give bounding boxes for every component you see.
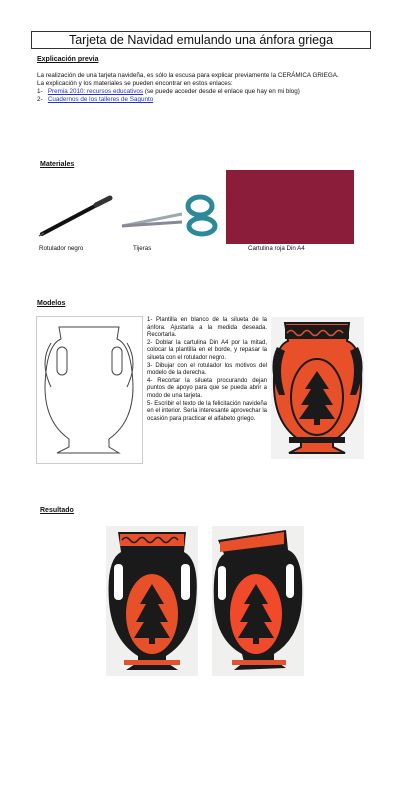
step-1: 1- Plantilla en blanco de la silueta de la ánfora. Ajustarla a la medida deseada. Recortarla. bbox=[147, 317, 267, 339]
intro-heading: Explicación previa bbox=[37, 56, 99, 63]
item-note: (se puede acceder desde el enlace que hay en mi blog) bbox=[144, 88, 300, 95]
link-cuadernos-sagunto[interactable]: Cuadernos de los talleres de Sagunto bbox=[47, 96, 154, 103]
item-number: 1- bbox=[37, 88, 43, 95]
link-premia-2010[interactable]: Premia 2010: recursos educativos bbox=[47, 88, 144, 95]
result-heading: Resultado bbox=[40, 507, 74, 514]
step-3: 3- Dibujar con el rotulador los motivos del modelo de la derecha. bbox=[147, 362, 267, 377]
material-label-cardstock: Cartulina roja Din A4 bbox=[248, 245, 305, 252]
material-label-scissors: Tijeras bbox=[133, 245, 152, 252]
marker-icon bbox=[36, 190, 116, 240]
step-2: 2- Doblar la cartulina Din A4 por la mitad, colocar la plantilla en el borde, y repasar la silueta con el rotulador negro. bbox=[147, 339, 267, 361]
intro-item-1 bbox=[37, 88, 367, 96]
step-5: 5- Escribir el texto de la felicitación navideña en el interior. Sería interesante aprovechar la ocasión para practicar el alfabeto griego. bbox=[147, 400, 267, 422]
amphora-template bbox=[36, 316, 143, 464]
instructions bbox=[147, 317, 267, 423]
intro-item-2 bbox=[37, 96, 367, 104]
intro-line-1: La realización de una tarjeta navideña, es sólo la escusa para explicar previamente la CERÁMICA GRIEGA. bbox=[37, 72, 339, 79]
material-label-marker: Rotulador negro bbox=[39, 245, 84, 252]
page-title: Tarjeta de Navidad emulando una ánfora griega bbox=[31, 31, 371, 49]
models-heading: Modelos bbox=[37, 300, 66, 307]
cardstock-swatch bbox=[226, 170, 354, 244]
item-number: 2- bbox=[37, 96, 43, 103]
amphora-card-photo bbox=[106, 526, 198, 676]
intro-line-2: La explicación y los materiales se pueden encontrar en estos enlaces: bbox=[37, 80, 233, 87]
intro-paragraph bbox=[37, 72, 367, 104]
amphora-model bbox=[271, 317, 364, 459]
materials-heading: Materiales bbox=[40, 161, 75, 168]
scissors-icon bbox=[120, 190, 220, 240]
step-4: 4- Recortar la silueta procurando dejan puntos de apoyo para que se pueda abrir a modo de una tarjeta. bbox=[147, 377, 267, 399]
amphora-card-photo-2 bbox=[212, 526, 304, 676]
